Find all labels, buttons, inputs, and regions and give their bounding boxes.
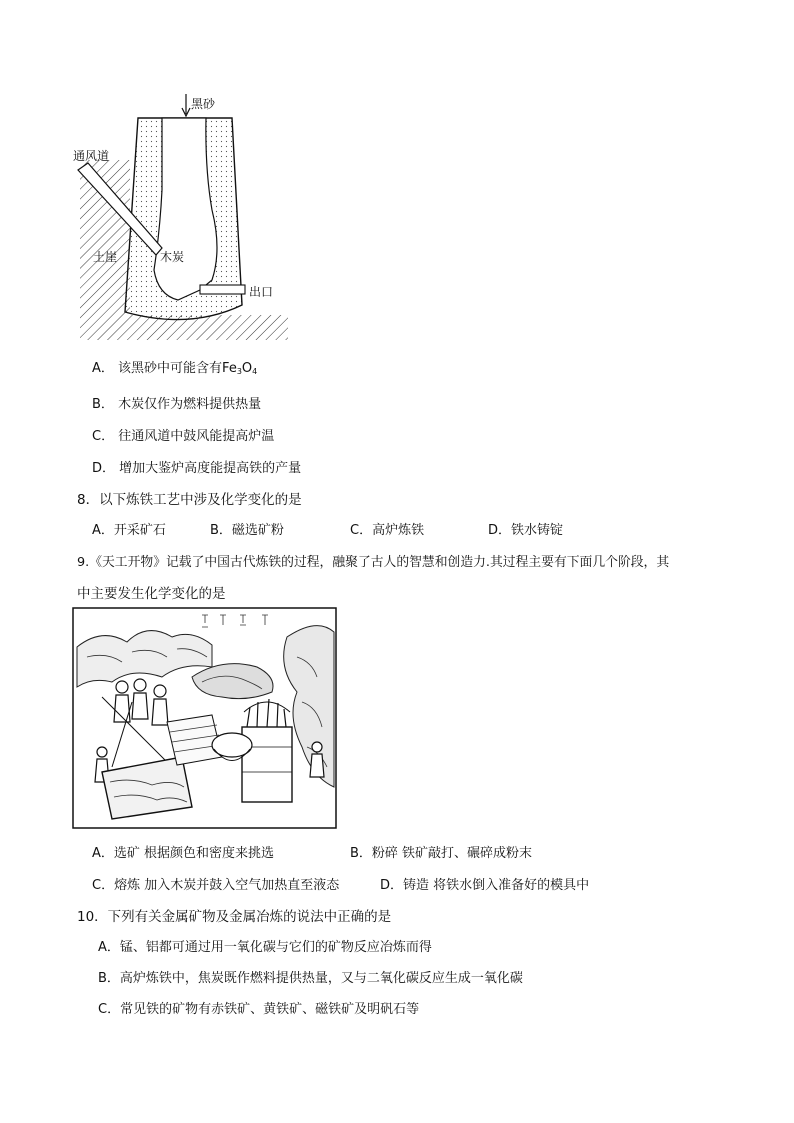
q9-stem-line1: 9.《天工开物》记载了中国古代炼铁的过程，融聚了古人的智慧和创造力.其过程主要有下面几个阶段，其 (77, 555, 670, 570)
q10-option-c: C．常见铁的矿物有赤铁矿、黄铁矿、磁铁矿及明矾石等 (98, 1002, 420, 1017)
q9-option-b: B．粉碎 铁矿敲打、碾碎成粉末 (350, 846, 533, 861)
q9-option-c: C．熔炼 加入木炭并鼓入空气加热直至液态 (92, 878, 340, 893)
label-outlet: 出口 (249, 285, 274, 299)
q10-option-a: A．锰、铝都可通过用一氧化碳与它们的矿物反应冶炼而得 (98, 940, 432, 955)
q7-option-c: C． 往通风道中鼓风能提高炉温 (92, 429, 275, 444)
q9-stem-line2: 中主要发生化学变化的是 (77, 586, 226, 602)
q8-stem: 8．以下炼铁工艺中涉及化学变化的是 (77, 492, 302, 508)
q7-option-d: D． 增加大鉴炉高度能提高铁的产量 (92, 461, 302, 476)
q8-option-d: D．铁水铸锭 (488, 523, 564, 538)
tiangong-kaiwu-illustration (72, 607, 337, 829)
q9-option-d: D．铸造 将铁水倒入准备好的模具中 (380, 878, 590, 893)
q7-option-a: A． 该黑砂中可能含有$Fe_3O_4$ (92, 361, 258, 376)
q7-option-b: B． 木炭仅作为燃料提供热量 (92, 397, 262, 412)
furnace-diagram (70, 90, 310, 345)
q8-option-b: B．磁选矿粉 (210, 523, 284, 538)
label-air-duct: 通风道 (73, 149, 110, 163)
label-charcoal: 木炭 (160, 250, 185, 264)
q8-option-c: C．高炉炼铁 (350, 523, 425, 538)
q9-option-a: A．选矿 根据颜色和密度来挑选 (92, 846, 275, 861)
outlet-channel (200, 285, 245, 294)
q10-stem: 10．下列有关金属矿物及金属冶炼的说法中正确的是 (77, 909, 392, 925)
q10-option-b: B．高炉炼铁中，焦炭既作燃料提供热量，又与二氧化碳反应生成一氧化碳 (98, 971, 523, 986)
label-earth-wall: 土崖 (93, 250, 118, 264)
label-black-sand: 黑砂 (191, 97, 216, 111)
q8-option-a: A．开采矿石 (92, 523, 166, 538)
